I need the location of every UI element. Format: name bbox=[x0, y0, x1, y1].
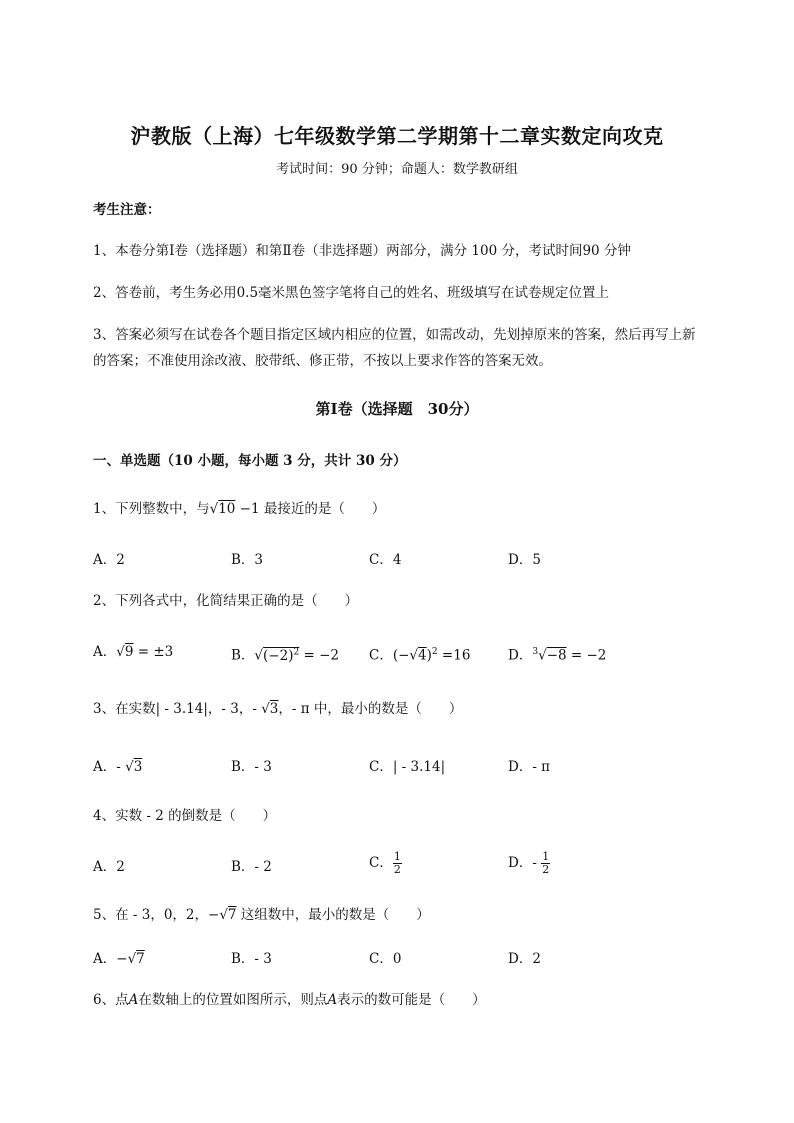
note-3-cont: 的答案；不准使用涂改液、胶带纸、修正带，不按以上要求作答的答案无效。 bbox=[93, 353, 552, 369]
q5-option-a[interactable]: A．−√7 bbox=[93, 951, 145, 967]
q4-option-a[interactable]: A．2 bbox=[93, 859, 125, 875]
q3-option-a[interactable]: A．- √3 bbox=[93, 759, 143, 775]
question-6-stem: 6、点A在数轴上的位置如图所示，则点A表示的数可能是（ ） bbox=[93, 992, 486, 1008]
q4-option-b[interactable]: B．- 2 bbox=[231, 859, 272, 875]
q1-option-b[interactable]: B．3 bbox=[231, 552, 264, 568]
q3-option-d[interactable]: D．- π bbox=[508, 759, 551, 775]
q1-option-d[interactable]: D．5 bbox=[508, 552, 541, 568]
notes-heading: 考生注意： bbox=[93, 202, 161, 218]
note-3: 3、答案必须写在试卷各个题目指定区域内相应的位置，如需改动，先划掉原来的答案，然后再写上新 bbox=[93, 327, 696, 343]
section-title: 第Ⅰ卷（选择题 30分） bbox=[315, 400, 479, 418]
sqrt-symbol: √ bbox=[209, 501, 219, 517]
question-2-stem: 2、下列各式中，化简结果正确的是（ ） bbox=[93, 593, 359, 609]
q3-option-b[interactable]: B．- 3 bbox=[231, 759, 272, 775]
q2-option-c[interactable]: C．$(-√4)^2 =16$ bbox=[369, 647, 471, 664]
q4-option-c[interactable]: C． $\frac{1}{2}$ bbox=[369, 850, 401, 876]
note-2: 2、答卷前，考生务必用0.5毫米黑色签字笔将自己的姓名、班级填写在试卷规定位置上 bbox=[93, 285, 610, 301]
exam-info: 考试时间：90 分钟；命题人：数学教研组 bbox=[276, 162, 518, 177]
q3-option-c[interactable]: C．| - 3.14| bbox=[369, 759, 446, 775]
q2-option-a[interactable]: A．√9 = ±3 bbox=[93, 644, 174, 660]
q5-option-c[interactable]: C．0 bbox=[369, 951, 402, 967]
note-1: 1、本卷分第Ⅰ卷（选择题）和第Ⅱ卷（非选择题）两部分，满分 100 分，考试时间90 分钟 bbox=[93, 243, 631, 259]
q1-option-c[interactable]: C．4 bbox=[369, 552, 402, 568]
question-1-stem: 1、下列整数中，与√10 −1 最接近的是（ ） bbox=[93, 501, 386, 517]
fraction: $\frac{1}{2}$ bbox=[393, 850, 401, 876]
q2-option-b[interactable]: B．$√(-2)^2 = -2$ bbox=[231, 647, 339, 664]
question-5-stem: 5、在 - 3，0，2，−√7 这组数中，最小的数是（ ） bbox=[93, 907, 430, 923]
q2-option-d[interactable]: D．$^3$√−8 = −2 bbox=[508, 647, 607, 664]
question-3-stem: 3、在实数| - 3.14|，- 3，- √3，- π 中，最小的数是（ ） bbox=[93, 701, 463, 717]
q5-option-d[interactable]: D．2 bbox=[508, 951, 541, 967]
q1-option-a[interactable]: A．2 bbox=[93, 552, 125, 568]
part-heading: 一、单选题（10 小题，每小题 3 分，共计 30 分） bbox=[93, 453, 407, 469]
q5-option-b[interactable]: B．- 3 bbox=[231, 951, 272, 967]
question-4-stem: 4、实数 - 2 的倒数是（ ） bbox=[93, 808, 277, 824]
fraction: $\frac{1}{2}$ bbox=[542, 850, 550, 876]
page-title: 沪教版（上海）七年级数学第二学期第十二章实数定向攻克 bbox=[130, 124, 664, 148]
q4-option-d[interactable]: D．- $\frac{1}{2}$ bbox=[508, 850, 550, 876]
